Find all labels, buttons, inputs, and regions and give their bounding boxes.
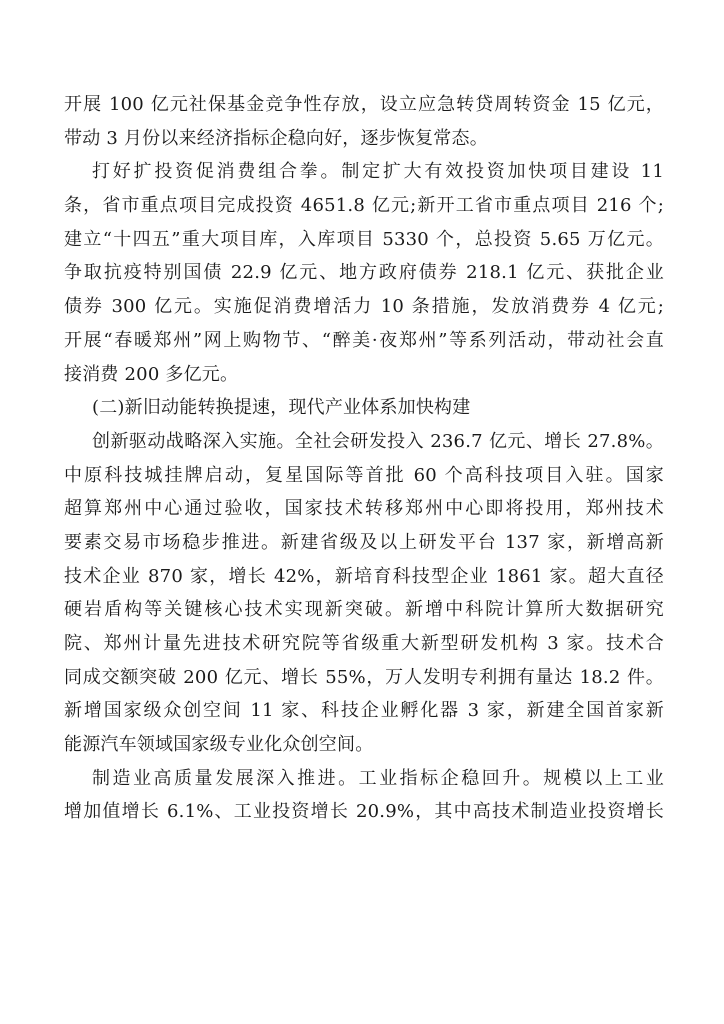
- text-line-6: 争取抗疫特别国债 22.9 亿元、地方政府债券 218.1 亿元、获批企业: [64, 262, 664, 284]
- text-line-8: 开展“春暖郑州”网上购物节、“醉美·夜郑州”等系列活动，带动社会直: [64, 329, 664, 351]
- text-line-16: 硬岩盾构等关键核心技术实现新突破。新增中科院计算所大数据研究: [64, 599, 664, 621]
- paragraph-innovation-start: 创新驱动战略深入实施。全社会研发投入 236.7 亿元、增长 27.8%。: [92, 430, 664, 452]
- text-line-15: 技术企业 870 家，增长 42%，新培育科技型企业 1861 家。超大直径: [64, 565, 664, 587]
- section-heading: (二)新旧动能转换提速，现代产业体系加快构建: [92, 397, 471, 419]
- text-line-18: 同成交额突破 200 亿元、增长 55%，万人发明专利拥有量达 18.2 件。: [64, 666, 664, 688]
- text-line-2: 带动 3 月份以来经济指标企稳向好，逐步恢复常态。: [64, 127, 488, 149]
- document-body: [64, 88, 664, 829]
- text-line-5: 建立“十四五”重大项目库，入库项目 5330 个，总投资 5.65 万亿元。: [64, 228, 664, 250]
- text-line-17: 院、郑州计量先进技术研究院等省级重大新型研发机构 3 家。技术合: [64, 633, 664, 654]
- text-line-13: 超算郑州中心通过验收，国家技术转移郑州中心即将投用，郑州技术: [64, 498, 664, 520]
- text-line-1: 开展 100 亿元社保基金竞争性存放，设立应急转贷周转资金 15 亿元，: [64, 94, 664, 115]
- text-line-14: 要素交易市场稳步推进。新建省级及以上研发平台 137 家，新增高新: [64, 531, 664, 553]
- text-line-4: 条，省市重点项目完成投资 4651.8 亿元;新开工省市重点项目 216 个;: [64, 195, 664, 217]
- paragraph-manufacturing-start: 制造业高质量发展深入推进。工业指标企稳回升。规模以上工业: [92, 767, 664, 789]
- text-line-7: 债券 300 亿元。实施促消费增活力 10 条措施，发放消费券 4 亿元;: [64, 296, 664, 318]
- text-line-20: 能源汽车领域国家级专业化众创空间。: [64, 734, 374, 756]
- text-line-19: 新增国家级众创空间 11 家、科技企业孵化器 3 家，新建全国首家新: [64, 700, 664, 722]
- text-line-12: 中原科技城挂牌启动，复星国际等首批 60 个高科技项目入驻。国家: [64, 464, 664, 486]
- paragraph-investment-start: 打好扩投资促消费组合拳。制定扩大有效投资加快项目建设 11: [92, 161, 664, 183]
- text-line-22: 增加值增长 6.1%、工业投资增长 20.9%，其中高技术制造业投资增长: [64, 801, 664, 823]
- text-line-9: 接消费 200 多亿元。: [64, 363, 239, 385]
